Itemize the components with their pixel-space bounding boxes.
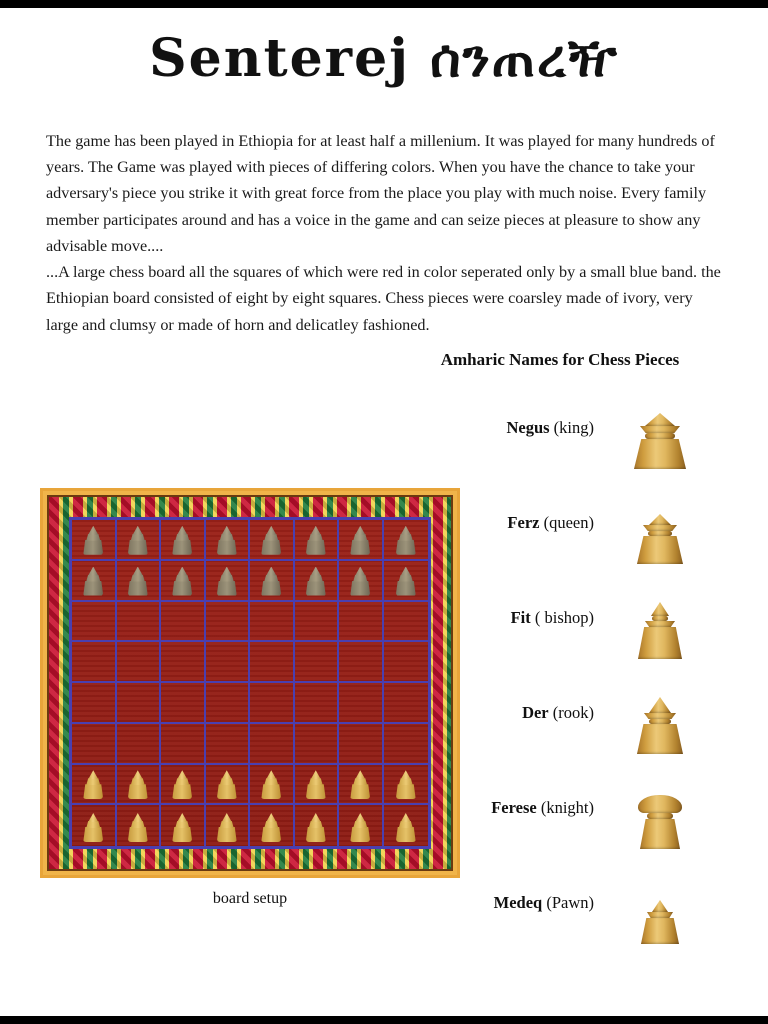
board-square[interactable] (206, 805, 251, 846)
board-square[interactable] (339, 602, 384, 643)
paragraph-2: ...A large chess board all the squares of which were red in color seperated only by a small blue band. the Ethiopian board consisted of eight by eight squares. Chess pieces were coarsley made of ivory, very large and clumsy or made of horn and delicatley fashioned. (46, 263, 721, 334)
board-piece-light[interactable] (216, 769, 238, 799)
board-piece-light[interactable] (127, 769, 149, 799)
board-square[interactable] (72, 683, 117, 724)
board-square[interactable] (384, 724, 429, 765)
board-square[interactable] (72, 765, 117, 806)
piece-amharic-name: Ferese (491, 797, 537, 817)
piece-segment (640, 819, 680, 849)
board-piece-dark[interactable] (349, 566, 371, 596)
chess-board (40, 488, 460, 878)
piece-photo-king (610, 380, 710, 475)
board-piece-dark[interactable] (260, 525, 282, 555)
piece-photo-bishop (610, 570, 710, 665)
piece-segment (640, 426, 680, 433)
board-square[interactable] (206, 765, 251, 806)
board-square[interactable] (206, 520, 251, 561)
board-square[interactable] (161, 805, 206, 846)
board-square[interactable] (117, 520, 162, 561)
board-square[interactable] (295, 602, 340, 643)
body-text (46, 128, 722, 338)
legend-row (430, 665, 730, 760)
board-piece-light[interactable] (305, 812, 327, 842)
board-square[interactable] (72, 642, 117, 683)
board-square[interactable] (295, 724, 340, 765)
board-piece-dark[interactable] (395, 525, 417, 555)
piece-amharic-name: Medeq (493, 892, 543, 912)
board-square[interactable] (117, 765, 162, 806)
board-piece-dark[interactable] (349, 525, 371, 555)
board-piece-dark[interactable] (305, 525, 327, 555)
piece-segment (647, 912, 673, 918)
legend-row (430, 760, 730, 855)
board-square[interactable] (384, 805, 429, 846)
board-square[interactable] (339, 561, 384, 602)
board-square[interactable] (72, 602, 117, 643)
board-square[interactable] (250, 683, 295, 724)
board-square[interactable] (384, 642, 429, 683)
board-square[interactable] (117, 724, 162, 765)
board-square[interactable] (339, 683, 384, 724)
board-square[interactable] (250, 642, 295, 683)
board-piece-light[interactable] (171, 812, 193, 842)
board-square[interactable] (206, 642, 251, 683)
board-piece-dark[interactable] (216, 566, 238, 596)
board-square[interactable] (295, 561, 340, 602)
board-piece-light[interactable] (82, 812, 104, 842)
board-square[interactable] (295, 520, 340, 561)
board-square[interactable] (339, 805, 384, 846)
piece-amharic-name: Fit (510, 607, 531, 627)
piece-legend (430, 380, 730, 950)
board-square[interactable] (117, 683, 162, 724)
piece-english-name: ( bishop) (530, 607, 594, 627)
piece-photo-pawn (610, 855, 710, 950)
board-square[interactable] (72, 724, 117, 765)
document-page (0, 8, 768, 1016)
piece-label (430, 798, 610, 818)
piece-amharic-name: Ferz (507, 512, 540, 532)
board-square[interactable] (161, 765, 206, 806)
piece-photo-rook (610, 665, 710, 760)
board-square[interactable] (250, 724, 295, 765)
board-square[interactable] (117, 602, 162, 643)
board-square[interactable] (295, 683, 340, 724)
board-square[interactable] (72, 561, 117, 602)
board-piece-light[interactable] (216, 812, 238, 842)
piece-amharic-name: Der (522, 702, 549, 722)
board-playing-surface (69, 517, 431, 849)
board-square[interactable] (72, 805, 117, 846)
piece-segment (652, 900, 668, 912)
piece-label (430, 513, 610, 533)
board-piece-light[interactable] (260, 769, 282, 799)
board-piece-dark[interactable] (395, 566, 417, 596)
board-square[interactable] (339, 724, 384, 765)
piece-photo-queen (610, 475, 710, 570)
piece-segment (647, 813, 673, 819)
piece-label (430, 703, 610, 723)
board-piece-dark[interactable] (171, 525, 193, 555)
board-piece-dark[interactable] (127, 525, 149, 555)
board-square[interactable] (384, 683, 429, 724)
board-square[interactable] (72, 520, 117, 561)
piece-segment (645, 621, 675, 627)
board-piece-light[interactable] (171, 769, 193, 799)
board-figure (40, 488, 460, 908)
piece-photo-knight (610, 760, 710, 855)
board-square[interactable] (384, 520, 429, 561)
board-square[interactable] (117, 561, 162, 602)
board-piece-light[interactable] (127, 812, 149, 842)
board-square[interactable] (161, 724, 206, 765)
board-piece-light[interactable] (82, 769, 104, 799)
piece-segment (652, 616, 668, 621)
piece-segment (649, 697, 671, 713)
piece-english-name: (king) (549, 417, 594, 437)
board-square[interactable] (250, 765, 295, 806)
board-square[interactable] (250, 561, 295, 602)
board-grid (72, 520, 428, 846)
board-piece-light[interactable] (395, 769, 417, 799)
board-piece-dark[interactable] (82, 566, 104, 596)
board-square[interactable] (161, 602, 206, 643)
board-piece-light[interactable] (260, 812, 282, 842)
piece-label (430, 893, 610, 913)
piece-segment (645, 433, 675, 439)
board-piece-light[interactable] (395, 812, 417, 842)
piece-segment (649, 514, 671, 525)
piece-segment (634, 439, 686, 469)
piece-segment (645, 413, 675, 426)
board-square[interactable] (384, 602, 429, 643)
board-piece-dark[interactable] (127, 566, 149, 596)
board-piece-dark[interactable] (82, 525, 104, 555)
piece-english-name: (knight) (536, 797, 594, 817)
board-piece-dark[interactable] (305, 566, 327, 596)
piece-english-name: (rook) (548, 702, 594, 722)
board-piece-dark[interactable] (216, 525, 238, 555)
pieces-heading: Amharic Names for Chess Pieces (440, 350, 680, 369)
board-square[interactable] (295, 642, 340, 683)
legend-row (430, 855, 730, 950)
board-square[interactable] (384, 561, 429, 602)
piece-segment (638, 627, 682, 659)
piece-label (430, 608, 610, 628)
board-caption: board setup (212, 890, 288, 907)
piece-segment (651, 602, 669, 616)
board-square[interactable] (161, 520, 206, 561)
board-square[interactable] (117, 642, 162, 683)
page-title: Senterej ሰንጠረዥ (149, 28, 619, 89)
piece-segment (648, 531, 672, 536)
board-piece-light[interactable] (305, 769, 327, 799)
piece-segment (637, 536, 683, 564)
board-square[interactable] (206, 602, 251, 643)
board-piece-light[interactable] (349, 812, 371, 842)
piece-english-name: (Pawn) (542, 892, 594, 912)
board-square[interactable] (206, 724, 251, 765)
board-square[interactable] (250, 602, 295, 643)
legend-row (430, 570, 730, 665)
piece-segment (637, 724, 683, 754)
piece-english-name: (queen) (539, 512, 594, 532)
board-square[interactable] (384, 765, 429, 806)
piece-label (430, 418, 610, 438)
legend-row (430, 380, 730, 475)
board-square[interactable] (206, 683, 251, 724)
board-square[interactable] (339, 765, 384, 806)
piece-segment (638, 795, 682, 813)
paragraph-1: The game has been played in Ethiopia for at least half a millenium. It was played for many hundreds of years. The Game was played with pieces of differing colors. When you have the chance to take your adversary's piece you strike it with great force from the place you play with much noise. Every family member participates around and has a voice in the game and can seize pieces at pleasure to show any advisable move.... (46, 132, 715, 255)
board-square[interactable] (117, 805, 162, 846)
board-square[interactable] (161, 683, 206, 724)
board-piece-dark[interactable] (171, 566, 193, 596)
board-piece-light[interactable] (349, 769, 371, 799)
board-square[interactable] (339, 642, 384, 683)
legend-row (430, 475, 730, 570)
board-square[interactable] (250, 805, 295, 846)
piece-amharic-name: Negus (506, 417, 550, 437)
board-square[interactable] (339, 520, 384, 561)
board-square[interactable] (295, 805, 340, 846)
board-piece-dark[interactable] (260, 566, 282, 596)
board-square[interactable] (295, 765, 340, 806)
piece-segment (649, 719, 671, 724)
board-square[interactable] (161, 561, 206, 602)
board-square[interactable] (250, 520, 295, 561)
piece-segment (641, 918, 679, 944)
board-square[interactable] (161, 642, 206, 683)
board-square[interactable] (206, 561, 251, 602)
